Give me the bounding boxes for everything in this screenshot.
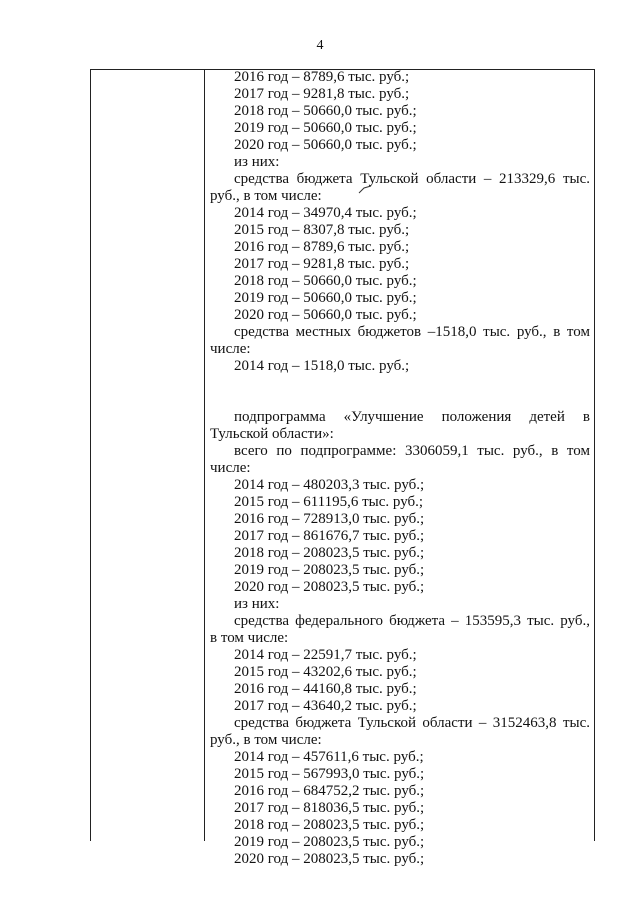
year-line: 2014 год – 1518,0 тыс. руб.; [234, 358, 410, 374]
year-line: 2019 год – 208023,5 тыс. руб.; [234, 834, 425, 850]
year-line: 2015 год – 567993,0 тыс. руб.; [234, 766, 425, 782]
subprogram-title: подпрограмма «Улучшение положения детей в [234, 409, 590, 425]
year-line: 2018 год – 50660,0 тыс. руб.; [234, 103, 417, 119]
year-line: 2014 год – 480203,3 тыс. руб.; [234, 477, 425, 493]
year-line: 2020 год – 208023,5 тыс. руб.; [234, 579, 425, 595]
year-line: 2017 год – 861676,7 тыс. руб.; [234, 528, 425, 544]
year-line: 2015 год – 43202,6 тыс. руб.; [234, 664, 417, 680]
year-line: 2019 год – 208023,5 тыс. руб.; [234, 562, 425, 578]
year-line: 2019 год – 50660,0 тыс. руб.; [234, 290, 417, 306]
year-line: 2017 год – 9281,8 тыс. руб.; [234, 256, 410, 272]
year-line: 2014 год – 457611,6 тыс. руб.; [234, 749, 424, 765]
year-line: 2020 год – 50660,0 тыс. руб.; [234, 307, 417, 323]
year-line: 2015 год – 8307,8 тыс. руб.; [234, 222, 410, 238]
year-line: 2018 год – 208023,5 тыс. руб.; [234, 545, 425, 561]
year-line: 2016 год – 8789,6 тыс. руб.; [234, 69, 410, 85]
column-divider [204, 69, 205, 841]
funding-text-cell [210, 69, 590, 868]
year-line: 2018 год – 50660,0 тыс. руб.; [234, 273, 417, 289]
subprogram-title-cont: Тульской области»: [210, 426, 334, 442]
of-which-label: из них: [234, 154, 280, 170]
year-line: 2019 год – 50660,0 тыс. руб.; [234, 120, 417, 136]
year-line: 2015 год – 611195,6 тыс. руб.; [234, 494, 424, 510]
year-line: 2017 год – 9281,8 тыс. руб.; [234, 86, 410, 102]
subprogram-total-cont: числе: [210, 460, 251, 476]
of-which-label: из них: [234, 596, 280, 612]
local-budget-heading: средства местных бюджетов –1518,0 тыс. руб., в том [234, 324, 590, 340]
year-line: 2016 год – 728913,0 тыс. руб.; [234, 511, 425, 527]
federal-budget-heading-cont: в том числе: [210, 630, 289, 646]
regional-budget-heading: средства бюджета Тульской области – 3152463,8 тыс. [234, 715, 590, 731]
local-budget-heading-cont: числе: [210, 341, 251, 357]
year-line: 2018 год – 208023,5 тыс. руб.; [234, 817, 425, 833]
regional-budget-heading-cont: руб., в том числе: [210, 188, 322, 204]
year-line: 2020 год – 50660,0 тыс. руб.; [234, 137, 417, 153]
year-line: 2017 год – 43640,2 тыс. руб.; [234, 698, 417, 714]
year-line: 2016 год – 44160,8 тыс. руб.; [234, 681, 417, 697]
year-line: 2016 год – 8789,6 тыс. руб.; [234, 239, 410, 255]
year-line: 2014 год – 22591,7 тыс. руб.; [234, 647, 417, 663]
year-line: 2016 год – 684752,2 тыс. руб.; [234, 783, 425, 799]
subprogram-total: всего по подпрограмме: 3306059,1 тыс. руб., в том [234, 443, 590, 459]
year-line: 2017 год – 818036,5 тыс. руб.; [234, 800, 425, 816]
year-line: 2014 год – 34970,4 тыс. руб.; [234, 205, 417, 221]
regional-budget-heading: средства бюджета Тульской области – 213329,6 тыс. [234, 171, 590, 187]
federal-budget-heading: средства федерального бюджета – 153595,3 тыс. руб., [234, 613, 590, 629]
year-line: 2020 год – 208023,5 тыс. руб.; [234, 851, 425, 867]
page-number: 4 [316, 38, 324, 53]
regional-budget-heading-cont: руб., в том числе: [210, 732, 322, 748]
